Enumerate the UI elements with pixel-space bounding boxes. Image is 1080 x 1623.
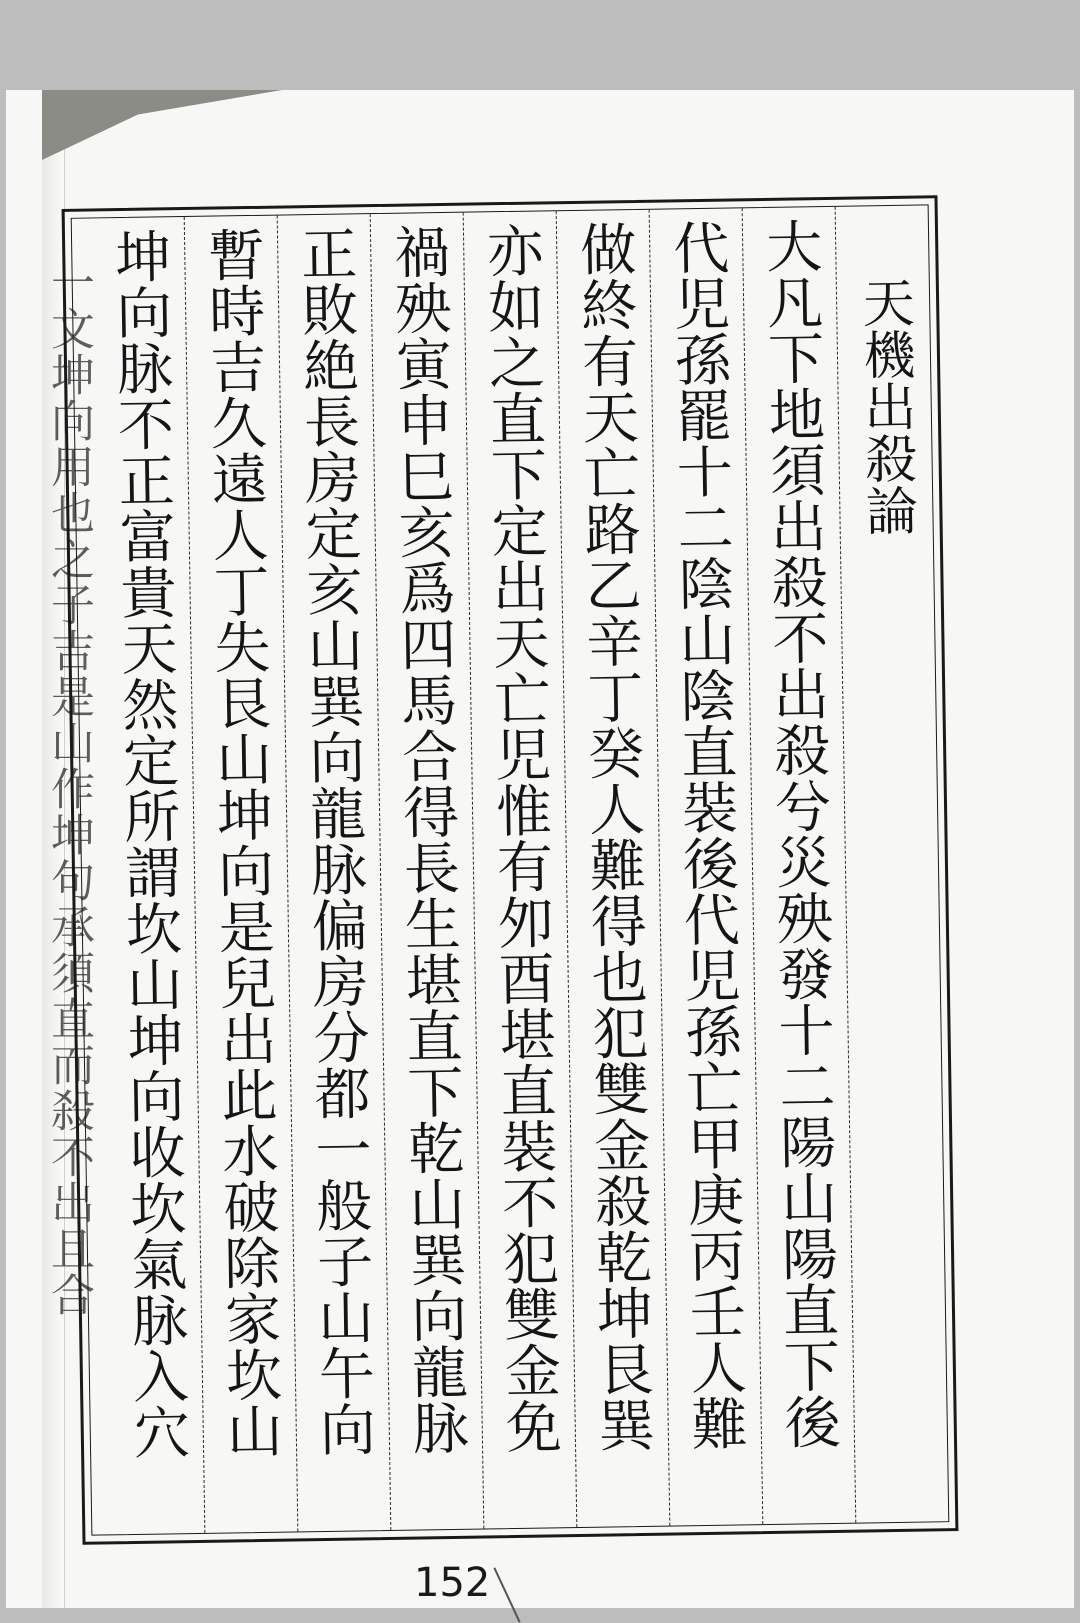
text-column: 禍殃寅申巳亥爲四馬合得長生堪直下乾山巽向龍脉 <box>371 213 485 1530</box>
chapter-title: 天機出殺論 <box>852 275 917 537</box>
text-column: 坤向脉不正富貴天然定所謂坎山坤向收坎氣脉入穴 <box>92 217 206 1534</box>
binding-shadow <box>42 90 282 160</box>
text-column: 做終有天亡路乙辛丁癸人難得也犯雙金殺乾坤艮巽 <box>557 210 671 1527</box>
pencil-mark <box>493 1567 520 1622</box>
text-frame <box>62 195 959 1545</box>
page-number: 152 <box>414 1560 491 1606</box>
text-column: 正敗絶長房定亥山巽向龍脉偏房分都一般子山午向 <box>278 214 392 1531</box>
text-column: 代児孫罷十二陰山陰直裝後代児孫亡甲庚丙壬人難 <box>650 208 764 1525</box>
text-columns <box>71 204 950 1535</box>
book-page <box>6 90 1074 1608</box>
text-column: 暫時吉久遠人丁失艮山坤向是兒出此水破除家坎山 <box>185 216 299 1533</box>
facing-page-text: 一文坤向用也之子吉是山作坤句承須直而殺不出且合 <box>43 260 94 1318</box>
text-column: 亦如之直下定出天亡児惟有夘酉堪直裝不犯雙金免 <box>464 211 578 1528</box>
text-column: 大凡下地須出殺不出殺兮災殃發十二陽山陽直下後 <box>743 207 857 1524</box>
